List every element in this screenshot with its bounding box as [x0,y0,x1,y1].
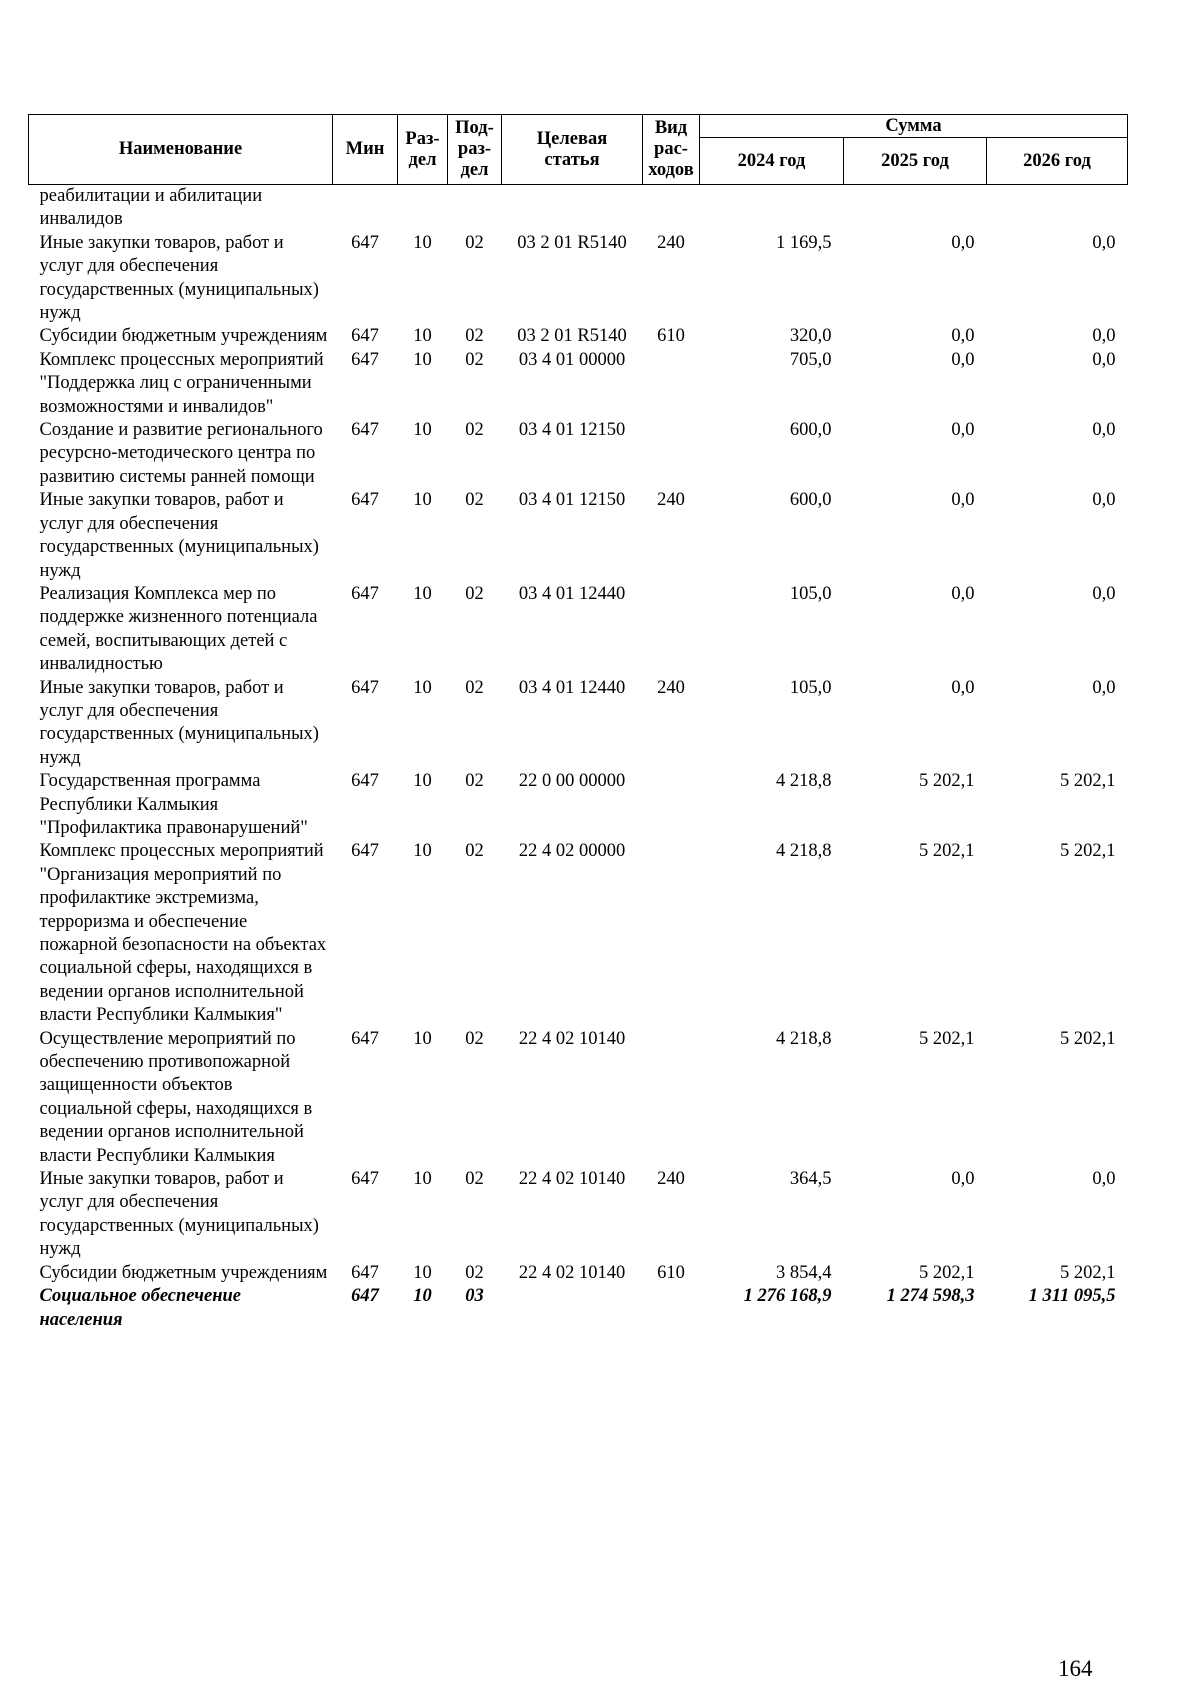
cell-podrazdel: 02 [465,841,484,862]
cell-razdel: 10 [413,1262,432,1283]
table-row [29,770,1128,840]
header-year-2025: 2025 год [844,138,987,185]
cell-min: 647 [351,1286,379,1307]
page-number: 164 [1058,1656,1093,1681]
cell-celevaya: 03 4 01 12440 [518,583,626,604]
cell-name: реабилитации и абилитации инвалидов [39,186,263,230]
cell-2024: 3 854,4 [776,1262,832,1283]
table-row-total [29,1285,1128,1332]
cell-2025: 0,0 [951,349,975,370]
cell-celevaya: 22 4 02 10140 [518,1028,626,1049]
cell-2026: 5 202,1 [1060,1028,1116,1049]
cell-podrazdel: 03 [465,1286,484,1307]
cell-2026: 0,0 [1092,420,1116,441]
cell-razdel: 10 [413,349,432,370]
cell-vid [643,770,700,840]
cell-2025 [844,185,987,232]
cell-2026: 5 202,1 [1060,841,1116,862]
cell-celevaya: 03 2 01 R5140 [517,232,627,253]
cell-razdel: 10 [413,326,432,347]
cell-2025: 0,0 [951,326,975,347]
cell-2026: 1 311 095,5 [1028,1286,1116,1307]
cell-2024: 105,0 [789,677,832,698]
cell-razdel: 10 [413,232,432,253]
cell-2024: 4 218,8 [776,841,832,862]
header-vid: Вид рас- ходов [643,115,700,185]
cell-name: Осуществление мероприятий по обеспечению противопожарной защищенности объектов социальной сферы, находящихся в ведении органов исполнительной власти Республики Калмыкия [39,1028,313,1166]
cell-2024: 600,0 [789,490,832,511]
cell-podrazdel: 02 [465,1169,484,1190]
cell-celevaya: 03 2 01 R5140 [517,326,627,347]
cell-name: Иные закупки товаров, работ и услуг для обеспечения государственных (муниципальных) нужд [39,490,319,581]
cell-celevaya: 22 0 00 00000 [518,771,626,792]
cell-celevaya: 22 4 02 10140 [518,1262,626,1283]
cell-min: 647 [351,232,379,253]
cell-2025: 5 202,1 [919,1262,975,1283]
cell-2026 [987,185,1128,232]
cell-podrazdel: 02 [465,1028,484,1049]
cell-2026: 0,0 [1092,349,1116,370]
cell-vid [643,583,700,677]
cell-name: Иные закупки товаров, работ и услуг для обеспечения государственных (муниципальных) нужд [39,232,319,324]
table-row [29,1168,1128,1262]
cell-2025: 0,0 [951,1169,975,1190]
cell-celevaya [502,185,643,232]
cell-min: 647 [351,677,379,698]
cell-min: 647 [351,1028,379,1049]
cell-2025: 0,0 [951,583,975,604]
budget-table [28,114,1128,1332]
cell-podrazdel: 02 [465,583,484,604]
table-row [29,1028,1128,1168]
cell-2025: 0,0 [951,232,975,253]
table-row [29,349,1128,419]
cell-vid: 240 [657,1169,685,1190]
cell-celevaya: 03 4 01 12440 [518,677,626,698]
cell-2025: 5 202,1 [919,771,975,792]
cell-vid: 240 [657,232,685,253]
cell-razdel: 10 [413,677,432,698]
cell-razdel: 10 [413,490,432,511]
table-row [29,1262,1128,1285]
cell-celevaya [502,1285,643,1332]
cell-podrazdel: 02 [465,420,484,441]
cell-razdel: 10 [413,841,432,862]
cell-2025: 5 202,1 [919,1028,975,1049]
table-row [29,325,1128,348]
cell-2026: 5 202,1 [1060,1262,1116,1283]
cell-name: Государственная программа Республики Калмыкия "Профилактика правонарушений" [39,771,308,838]
cell-min: 647 [351,349,379,370]
table-header [29,115,1128,185]
cell-podrazdel: 02 [465,232,484,253]
cell-2024: 105,0 [789,583,832,604]
cell-razdel: 10 [413,1028,432,1049]
cell-podrazdel: 02 [465,326,484,347]
cell-name: Создание и развитие регионального ресурсно-методического центра по развитию системы ранней помощи [39,420,323,487]
cell-name: Комплекс процессных мероприятий "Поддержка лиц с ограниченными возможностями и инвалидов" [39,349,324,417]
cell-min: 647 [351,326,379,347]
cell-2026: 0,0 [1092,1169,1116,1190]
cell-podrazdel: 02 [465,677,484,698]
cell-vid [643,185,700,232]
header-celevaya: Целевая статья [502,115,643,185]
cell-2025: 0,0 [951,490,975,511]
cell-2025: 0,0 [951,420,975,441]
header-summa: Сумма [700,115,1128,138]
cell-podrazdel: 02 [465,1262,484,1283]
cell-vid [643,1285,700,1332]
cell-min: 647 [351,771,379,792]
cell-razdel: 10 [413,771,432,792]
table-row [29,419,1128,489]
cell-min: 647 [351,1262,379,1283]
cell-2024 [700,185,844,232]
cell-podrazdel: 02 [465,349,484,370]
header-razdel: Раз- дел [398,115,448,185]
cell-2025: 1 274 598,3 [886,1286,975,1307]
cell-2026: 0,0 [1092,583,1116,604]
table-row [29,583,1128,677]
table-row [29,677,1128,771]
table-row [29,840,1128,1027]
cell-name: Субсидии бюджетным учреждениям [39,326,328,347]
cell-2024: 4 218,8 [776,771,832,792]
cell-vid: 610 [657,326,685,347]
cell-min [333,185,398,232]
cell-2024: 1 169,5 [776,232,832,253]
cell-vid [643,349,700,419]
cell-razdel: 10 [413,1286,432,1307]
cell-2025: 0,0 [951,677,975,698]
cell-razdel: 10 [413,420,432,441]
table-body [29,185,1128,1332]
table-row [29,185,1128,232]
cell-min: 647 [351,490,379,511]
cell-celevaya: 03 4 01 00000 [518,349,626,370]
cell-celevaya: 03 4 01 12150 [518,420,626,441]
cell-2024: 320,0 [789,326,832,347]
cell-vid [643,840,700,1027]
cell-name: Иные закупки товаров, работ и услуг для обеспечения государственных (муниципальных) нужд [39,1169,319,1260]
table-row [29,232,1128,326]
cell-celevaya: 22 4 02 00000 [518,841,626,862]
cell-podrazdel: 02 [465,771,484,792]
header-year-2024: 2024 год [700,138,844,185]
cell-min: 647 [351,420,379,441]
cell-celevaya: 03 4 01 12150 [518,490,626,511]
cell-2026: 5 202,1 [1060,771,1116,792]
cell-vid [643,419,700,489]
cell-name: Иные закупки товаров, работ и услуг для обеспечения государственных (муниципальных) нужд [39,677,319,768]
cell-2024: 600,0 [789,420,832,441]
cell-2026: 0,0 [1092,677,1116,698]
header-podrazdel: Под- раз- дел [448,115,502,185]
table-row [29,489,1128,583]
cell-2024: 1 276 168,9 [743,1286,832,1307]
cell-name: Субсидии бюджетным учреждениям [39,1262,328,1283]
cell-min: 647 [351,1169,379,1190]
cell-podrazdel: 02 [465,490,484,511]
cell-name: Реализация Комплекса мер по поддержке жизненного потенциала семей, воспитывающих детей с инвалидностью [39,583,318,675]
cell-vid: 240 [657,677,685,698]
header-min: Мин [333,115,398,185]
cell-2026: 0,0 [1092,326,1116,347]
cell-vid [643,1028,700,1168]
cell-2026: 0,0 [1092,232,1116,253]
cell-2024: 364,5 [789,1169,832,1190]
cell-min: 647 [351,841,379,862]
header-name: Наименование [29,115,333,185]
cell-min: 647 [351,583,379,604]
cell-razdel: 10 [413,1169,432,1190]
cell-vid: 240 [657,490,685,511]
cell-2024: 4 218,8 [776,1028,832,1049]
cell-razdel [398,185,448,232]
cell-vid: 610 [657,1262,685,1283]
cell-2024: 705,0 [789,349,832,370]
cell-2025: 5 202,1 [919,841,975,862]
cell-celevaya: 22 4 02 10140 [518,1169,626,1190]
cell-razdel: 10 [413,583,432,604]
cell-2026: 0,0 [1092,490,1116,511]
header-year-2026: 2026 год [987,138,1128,185]
cell-podrazdel [448,185,502,232]
cell-name: Комплекс процессных мероприятий "Организация мероприятий по профилактике экстремизма, терроризма и обеспечение пожарной безопасности на объектах социальной сферы, находящихся в ведении органов исполнительной власти Республики Калмыкия" [39,841,327,1026]
cell-name: Социальное обеспечение населения [39,1286,241,1330]
